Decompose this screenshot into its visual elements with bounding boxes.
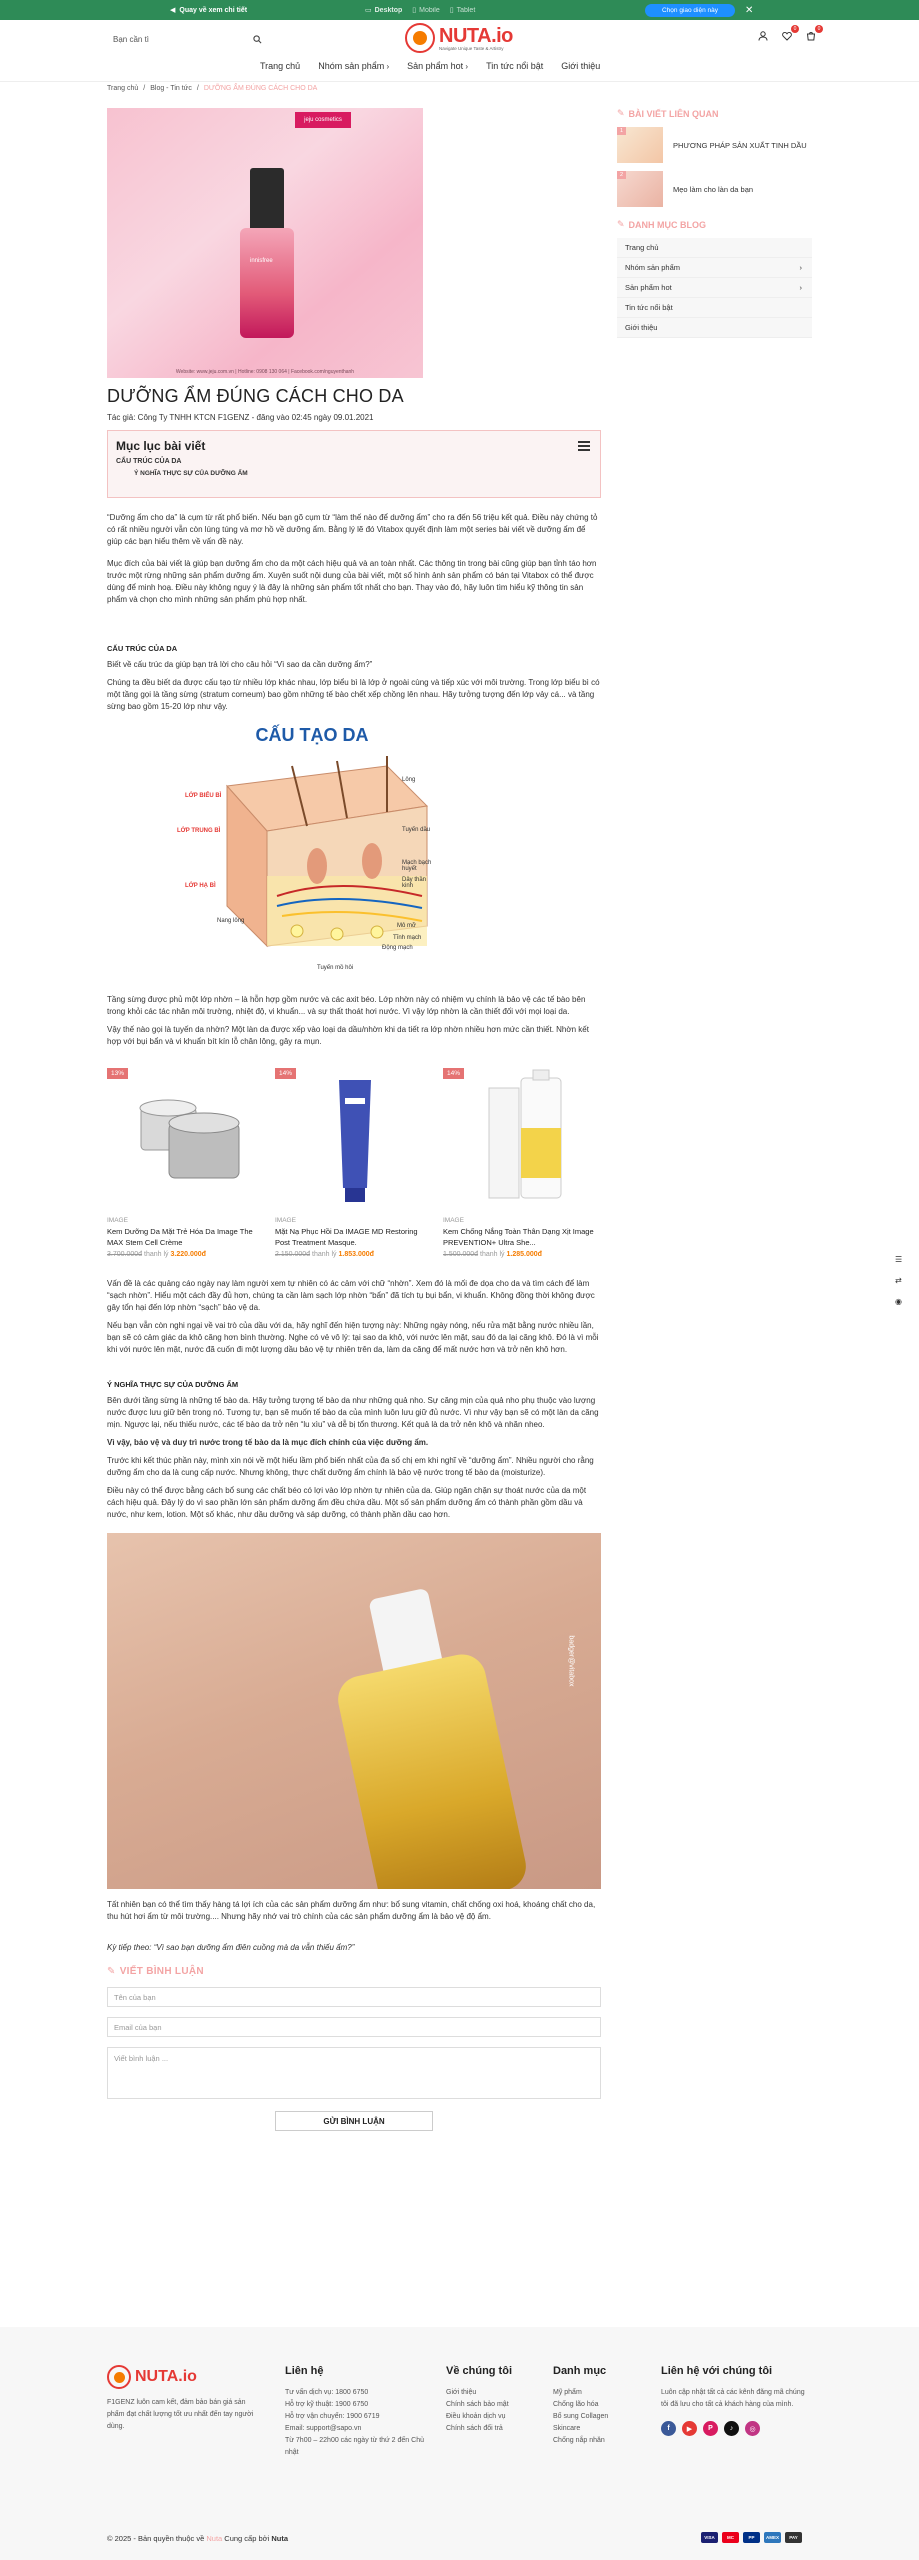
youtube-icon[interactable]: ▶ xyxy=(682,2421,697,2436)
article xyxy=(107,108,601,2131)
product-image[interactable] xyxy=(443,1068,601,1213)
serum-bottle-image xyxy=(237,168,297,338)
footer-about-text: F1GENZ luôn cam kết, đảm bảo bán giá sản phẩm đạt chất lượng tốt ưu nhất đến tay người dùng. xyxy=(107,2399,254,2430)
social-links xyxy=(661,2421,811,2436)
related-title[interactable]: Mẹo làm cho làn da bạn xyxy=(673,184,754,194)
clearance-label: thanh lý xyxy=(312,1251,337,1258)
diagram-label: Nang lông xyxy=(217,918,245,924)
device-switcher xyxy=(365,6,475,14)
footer-connect-text: Luôn cập nhật tất cả các kênh đăng mã chúng tôi đã lưu cho tất cả khách hàng của mình. xyxy=(661,2389,805,2408)
old-price: 3.700.000đ xyxy=(107,1251,143,1258)
payment-methods xyxy=(701,2532,802,2543)
product-card[interactable] xyxy=(443,1068,601,1258)
paragraph: Vì vậy, bảo vệ và duy trì nước trong tế bào da là mục đích chính của việc dưỡng ẩm. xyxy=(107,1438,429,1447)
logo-name: NUTA.io xyxy=(439,25,513,47)
bottle-label: innisfree xyxy=(250,258,273,264)
footer-link[interactable]: Chống lão hóa xyxy=(553,2401,599,2408)
paypal-icon: PP xyxy=(743,2532,760,2543)
cart-icon[interactable] xyxy=(805,26,821,42)
toc-item[interactable]: Ý NGHĨA THỰC SỰ CỦA DƯỠNG ẨM xyxy=(134,470,248,477)
provider-link[interactable]: Nuta xyxy=(271,2534,289,2543)
contact-line[interactable]: Email: support@sapo.vn xyxy=(285,2425,362,2432)
tablet-icon: ▯ xyxy=(449,7,454,14)
nav-about[interactable]: Giới thiệu xyxy=(561,61,601,71)
diagram-label: Tuyến mồ hôi xyxy=(317,965,354,971)
paragraph: Trước khi kết thúc phần này, mình xin nói về một hiểu lầm phổ biến nhất của đa số chị em khi nghĩ về “dưỡng ẩm”. Nhiều người cho rằng dưỡng ẩm cho da là cung cấp nước. Nhưng không, thực chất dưỡng ẩm chính là bảo vệ nước trong tế bào da (moisturize). xyxy=(107,1456,594,1477)
diagram-label: Tĩnh mạch xyxy=(393,935,422,941)
visa-icon: VISA xyxy=(701,2532,718,2543)
category-item[interactable]: Nhóm sản phẩm › xyxy=(617,258,812,278)
paragraph: Điều này có thể được bằng cách bổ sung các chất béo có lợi vào lớp nhờn tự nhiên của da. Giúp ngăn chặn sự thoát nước của da một cách hiệu quả. Đây lý do vì sao phần lớn sản phẩm dưỡng ẩm đều chứa dầu. Một số sản phẩm dưỡng ẩm có thành phần gồm dầu và nước, như kem, lotion. Một số khác, như dầu dưỡng và sáp dưỡng, có thành phần dầu cao hơn. xyxy=(107,1486,587,1519)
mode-tablet[interactable]: ▯ Tablet xyxy=(449,6,476,14)
product-in-hand-photo xyxy=(107,1533,601,1889)
close-icon[interactable]: ✕ xyxy=(745,4,754,16)
hero-brand-badge: jeju cosmetics xyxy=(295,112,351,128)
diagram-label: Mạch bạch huyết xyxy=(402,860,432,872)
tiktok-icon[interactable]: ♪ xyxy=(724,2421,739,2436)
preview-bar xyxy=(0,0,919,20)
related-thumbnail[interactable] xyxy=(617,171,663,207)
name-field[interactable]: Tên của bạn xyxy=(107,1987,601,2007)
mode-mobile[interactable]: ▯ Mobile xyxy=(412,6,440,14)
user-icon[interactable] xyxy=(757,30,769,42)
footer-link[interactable]: Giới thiệu xyxy=(446,2389,477,2396)
diagram-label: Động mạch xyxy=(382,945,413,951)
amex-icon: AMEX xyxy=(764,2532,781,2543)
section-heading: Ý NGHĨA THỰC SỰ CỦA DƯỠNG ẨM xyxy=(107,1380,239,1389)
paragraph: Vấn đề là các quảng cáo ngày nay làm người xem tự nhiên có ác cảm với chữ “nhờn”. Xem đó là mối đe dọa cho da và tìm cách để làm “sạch nhờn”. Hiểu một cách đầy đủ hơn, chúng ta cần làm sạch lớp nhờn “bẩn” đã tích tụ bụi bẩn, vi khuẩn. Không đồng thời không được gây tổn hại đến lớp nhờn “sạch” bảo vệ da. xyxy=(107,1279,595,1312)
chevron-right-icon: › xyxy=(799,283,802,292)
nav-home[interactable]: Trang chủ xyxy=(260,61,301,71)
paragraph: Tất nhiên bạn có thể tìm thấy hàng tá lợi ích của các sản phẩm dưỡng ẩm như: bổ sung vitamin, chất chống oxi hoá, khoáng chất cho da, thu hút hơi ẩm từ môi trường.... Nhưng hãy nhớ vai trò chính của các sản phẩm dưỡng ẩm là bảo vệ độ ẩm. xyxy=(107,1900,596,1921)
site-logo[interactable] xyxy=(405,23,513,53)
nav-featured-news[interactable]: Tin tức nổi bật xyxy=(486,61,544,71)
related-number: 2 xyxy=(617,171,626,179)
diagram-label: Lông xyxy=(402,777,416,783)
diagram-label: LỚP BIỂU BÌ xyxy=(185,793,222,799)
footer-connect xyxy=(661,2365,811,2436)
instagram-icon[interactable]: ◎ xyxy=(745,2421,760,2436)
desktop-icon: ▭ xyxy=(365,7,372,14)
tube-image xyxy=(275,1068,433,1213)
next-article-note: Kỳ tiếp theo: “Vì sao bạn dưỡng ẩm điên cuồng mà da vẫn thiếu ẩm?” xyxy=(107,1943,355,1952)
email-field[interactable]: Email của bạn xyxy=(107,2017,601,2037)
category-item[interactable]: Giới thiệu xyxy=(617,318,812,338)
product-name[interactable]: Mặt Nạ Phục Hồi Da IMAGE MD Restoring Post Treatment Masque. xyxy=(275,1227,418,1247)
diagram-label: LỚP HẠ BÌ xyxy=(185,883,216,889)
product-brand: IMAGE xyxy=(275,1217,296,1224)
product-name[interactable]: Kem Dưỡng Da Mặt Trẻ Hóa Da Image The MAX Stem Cell Crème xyxy=(107,1227,253,1247)
wishlist-count: 0 xyxy=(791,25,799,33)
footer-company xyxy=(446,2365,546,2435)
paragraph: Chúng ta đều biết da được cấu tạo từ nhiều lớp khác nhau, lớp biểu bì là lớp ở ngoài cùng và tiếp xúc với môi trường. Trong lớp biểu bì có một tầng gọi là tầng sừng (stratum corneum) bao gồm những tế bào chết xếp chồng lên nhau. Hãy tưởng tượng đến lớp vảy cá... và tầng sừng bao gồm 15-20 lớp như vậy. xyxy=(107,678,600,711)
article-meta: Tác giả: Công Ty TNHH KTCN F1GENZ - đăng vào 02:45 ngày 09.01.2021 xyxy=(107,413,374,422)
spray-bottle-image xyxy=(443,1068,601,1213)
category-item[interactable]: Tin tức nổi bật xyxy=(617,298,812,318)
current-price: 3.220.000đ xyxy=(170,1251,206,1258)
pencil-icon: ✎ xyxy=(617,108,625,118)
footer-link[interactable]: Chính sách đổi trả xyxy=(446,2425,503,2432)
old-price: 2.150.000đ xyxy=(275,1251,311,1258)
search-placeholder: Bạn cần tì xyxy=(113,34,150,44)
related-title[interactable]: PHƯƠNG PHÁP SẢN XUẤT TINH DẦU xyxy=(673,140,807,150)
related-number: 1 xyxy=(617,127,626,135)
section-heading: CẤU TRÚC CỦA DA xyxy=(107,644,178,653)
product-card[interactable] xyxy=(107,1068,265,1258)
hero-footer-text: Website: www.jeju.com.vn | Hotline: 0908 130 064 | Facebook.com/nguyenthanh xyxy=(175,369,355,375)
copyright: © 2025 - Bản quyền thuộc về Nuta Cung cấp bởi Nuta xyxy=(107,2534,289,2543)
related-posts-heading: ✎ BÀI VIẾT LIÊN QUAN xyxy=(617,108,719,119)
list-icon[interactable]: ☰ xyxy=(895,1255,903,1264)
pencil-icon: ✎ xyxy=(107,1966,116,1977)
clearance-label: thanh lý xyxy=(480,1251,505,1258)
cart-count: 0 xyxy=(815,25,823,33)
related-post[interactable] xyxy=(617,171,812,207)
diagram-label: Mô mỡ xyxy=(397,923,416,929)
product-brand: IMAGE xyxy=(443,1217,464,1224)
site-footer xyxy=(0,2327,919,2560)
product-price xyxy=(443,1251,601,1258)
comment-heading: ✎ VIẾT BÌNH LUẬN xyxy=(107,1966,204,1977)
floating-tools xyxy=(895,1255,902,1306)
old-price: 1.500.000đ xyxy=(443,1251,479,1258)
nav-product-groups[interactable]: Nhóm sản phẩm › xyxy=(318,61,389,71)
search-input[interactable] xyxy=(105,28,270,50)
paragraph: Mục đích của bài viết là giúp bạn dưỡng ẩm cho da một cách hiệu quả và an toàn nhất. Các thông tin trong bài cũng giúp bạn tỉnh táo hơn trước một rừng những sản phẩm dưỡng ẩm. Xuyên suốt nội dung của bài viết, một số hình ảnh sản phẩm có bán tại Vitabox có thể được dùng để minh hoạ. Điều này không nguy ý là đây là những sản phẩm tốt nhất cho bạn. Thay vào đó, hãy luôn tìm hiểu kỹ thông tin sản phẩm và chọn cho mình những sản phẩm phù hợp nhất. xyxy=(107,559,597,604)
contact-line: Hỗ trợ vận chuyển: 1900 6719 xyxy=(285,2413,380,2420)
contact-line: Từ 7h00 – 22h00 các ngày từ thứ 2 đến Chủ nhật xyxy=(285,2437,424,2456)
choose-theme-button[interactable]: Chọn giao diện này xyxy=(645,4,735,17)
page-title: DƯỠNG ẨM ĐÚNG CÁCH CHO DA xyxy=(107,386,404,406)
product-card[interactable] xyxy=(275,1068,433,1258)
footer-link[interactable]: Bổ sung Collagen xyxy=(553,2413,609,2420)
back-link-label: Quay về xem chi tiết xyxy=(179,6,248,14)
pencil-icon: ✎ xyxy=(617,219,625,229)
logo-mark-icon xyxy=(405,23,435,53)
footer-link[interactable]: Điều khoản dịch vụ xyxy=(446,2413,506,2420)
discount-badge: 14% xyxy=(443,1068,464,1079)
product-price xyxy=(275,1251,433,1258)
breadcrumb-current: DƯỠNG ẨM ĐÚNG CÁCH CHO DA xyxy=(203,85,318,92)
toc-title: Mục lục bài viết xyxy=(116,439,206,453)
category-item[interactable]: Trang chủ xyxy=(617,238,812,258)
back-link[interactable] xyxy=(170,6,247,14)
product-list xyxy=(107,1068,601,1258)
footer-heading: Về chúng tôi xyxy=(446,2365,512,2377)
table-of-contents xyxy=(107,430,601,498)
paragraph: Tầng sừng được phủ một lớp nhờn – là hỗn hợp gồm nước và các axit béo. Lớp nhờn này có nhiệm vụ chính là bảo vệ các tế bào bên trong khỏi các tác nhân môi trường, nhiệt độ, vi khuẩn... và sự thất thoát hơi nước. Vì vậy lớp nhờn là cần thiết đối với mọi loại da. xyxy=(107,995,586,1016)
current-price: 1.853.000đ xyxy=(338,1251,374,1258)
photo-watermark: badger@vitabox xyxy=(567,1635,575,1687)
paragraph: Bên dưới tầng sừng là những tế bào da. Hãy tưởng tượng tế bào da như những quả nho. Sự căng mịn của quả nho phụ thuộc vào lượng nước được lưu giữ bên trong nó. Tương tự, bạn sẽ muốn tế bào da của mình luôn lưu giữ đủ nước. Vì như vậy bạn sẽ có một làn da căng mịn. Ngược lại, nếu thiếu nước, các tế bào da trở nên “lu xìu” và dễ bị tổn thương. Kết quả là da trở nên khô và nhăn nheo. xyxy=(107,1396,599,1429)
product-name[interactable]: Kem Chống Nắng Toàn Thân Dạng Xịt Image PREVENTION+ Ultra She... xyxy=(443,1227,594,1247)
discount-badge: 13% xyxy=(107,1068,128,1079)
paragraph: Vậy thế nào gọi là tuyến da nhờn? Một làn da được xếp vào loại da dầu/nhờn khi da tiết ra lớp nhờn nhiều hơn mức cần thiết. Nhờn kết hợp với bụi bẩn và vi khuẩn bít kín lỗ chân lông, gây ra mụn. xyxy=(107,1025,589,1046)
pinterest-icon[interactable]: P xyxy=(703,2421,718,2436)
logo-tagline: Navigate Unique Taste & Artistry xyxy=(439,46,504,51)
current-price: 1.285.000đ xyxy=(506,1251,542,1258)
product-price xyxy=(107,1251,265,1258)
paragraph: Nếu bạn vẫn còn nghi ngại về vai trò của dầu với da, hãy nghĩ đến hiện tượng này: Những ngày nóng, nếu rửa mặt bằng nước nhiều lần, bạn sẽ có cảm giác da khô căng hơn bình thường. Nghe có vẻ vô lý: tại sao da khô, với nước lên mặt, sau đó da lại căng khô. Đó là vì mỗi khi với nước lên mặt, nước đã cuốn đi một lượng dầu bảo vệ tự nhiên trên da, làm da căng để mất nước hơn và trở nên khô hơn. xyxy=(107,1321,599,1354)
toc-item[interactable]: CẤU TRÚC CỦA DA xyxy=(116,458,182,465)
product-image[interactable] xyxy=(275,1068,433,1213)
product-brand: IMAGE xyxy=(107,1217,128,1224)
diagram-label: LỚP TRUNG BÌ xyxy=(177,828,221,834)
comment-textarea[interactable]: Viết bình luận ... xyxy=(107,2047,601,2099)
share-icon[interactable]: ⇄ xyxy=(895,1276,902,1285)
blog-category-list xyxy=(617,238,812,338)
footer-categories xyxy=(553,2365,653,2447)
discount-badge: 14% xyxy=(275,1068,296,1079)
related-thumbnail[interactable] xyxy=(617,127,663,163)
diagram-title: CẤU TẠO DA xyxy=(255,725,369,745)
category-item[interactable]: Sản phẩm hot › xyxy=(617,278,812,298)
submit-comment-button[interactable]: GỬI BÌNH LUẬN xyxy=(275,2111,433,2131)
clearance-label: thanh lý xyxy=(144,1251,169,1258)
footer-link[interactable]: Skincare xyxy=(553,2425,581,2432)
main-nav xyxy=(260,61,600,71)
breadcrumb: Trang chủ / Blog - Tin tức / DƯỠNG ẨM ĐÚNG CÁCH CHO DA xyxy=(107,85,318,92)
nav-hot-products[interactable]: Sản phẩm hot › xyxy=(407,61,468,71)
footer-contact xyxy=(285,2365,435,2459)
breadcrumb-blog[interactable]: Blog - Tin tức xyxy=(150,85,192,92)
site-header xyxy=(0,20,919,82)
footer-link[interactable]: Chống nắp nhăn xyxy=(553,2437,605,2444)
logo-mark-icon xyxy=(107,2365,131,2389)
search-icon[interactable] xyxy=(253,35,262,44)
footer-link[interactable]: Mỹ phẩm xyxy=(553,2389,582,2396)
diagram-label: Tuyến dầu xyxy=(402,827,431,833)
contact-line: Tư vấn dịch vụ: 1800 6750 xyxy=(285,2389,369,2396)
menu-icon[interactable] xyxy=(578,441,590,453)
mode-desktop[interactable]: ▭ Desktop xyxy=(365,6,403,14)
contact-line: Hỗ trợ kỹ thuật: 1900 6750 xyxy=(285,2401,369,2408)
footer-about xyxy=(107,2365,257,2433)
header-actions xyxy=(757,26,821,42)
mobile-icon: ▯ xyxy=(412,7,417,14)
blog-category-heading: ✎ DANH MỤC BLOG xyxy=(617,219,707,230)
cream-jar-image xyxy=(107,1068,265,1213)
product-image[interactable] xyxy=(107,1068,265,1213)
sidebar xyxy=(617,108,812,338)
skin-structure-diagram xyxy=(177,725,437,980)
copyright-brand-link[interactable]: Nuta xyxy=(206,2534,223,2543)
mastercard-icon: MC xyxy=(722,2532,739,2543)
footer-logo[interactable]: NUTA.io xyxy=(107,2365,257,2389)
paragraph: “Dưỡng ẩm cho da” là cụm từ rất phổ biến. Nếu bạn gõ cụm từ “làm thế nào để dưỡng ẩm” cho ra đến 56 triệu kết quả. Điều này chứng tỏ có rất nhiều người vẫn còn lúng túng và mơ hồ về dưỡng ẩm. Bằng lý lẽ đó Vitabox quyết định làm một series bài viết về dưỡng ẩm để giúp các bạn hiểu thêm về vấn đề này. xyxy=(107,513,598,546)
hero-image xyxy=(107,108,423,378)
chevron-right-icon: › xyxy=(799,263,802,272)
cart-float-icon[interactable]: ◉ xyxy=(895,1297,902,1306)
paragraph: Biết về cấu trúc da giúp bạn trả lời cho câu hỏi “Vì sao da cần dưỡng ẩm?” xyxy=(107,660,373,669)
footer-link[interactable]: Chính sách bảo mật xyxy=(446,2401,509,2408)
arrow-left-icon: ◀ xyxy=(170,7,176,14)
wishlist-icon[interactable] xyxy=(781,26,797,42)
facebook-icon[interactable]: f xyxy=(661,2421,676,2436)
footer-heading: Liên hệ với chúng tôi xyxy=(661,2365,773,2377)
diagram-label: Dây thần kinh xyxy=(402,877,427,889)
breadcrumb-home[interactable]: Trang chủ xyxy=(107,85,139,92)
related-post[interactable] xyxy=(617,127,812,163)
footer-heading: Liên hệ xyxy=(285,2365,324,2377)
pay-icon: PAY xyxy=(785,2532,802,2543)
footer-heading: Danh mục xyxy=(553,2365,607,2377)
